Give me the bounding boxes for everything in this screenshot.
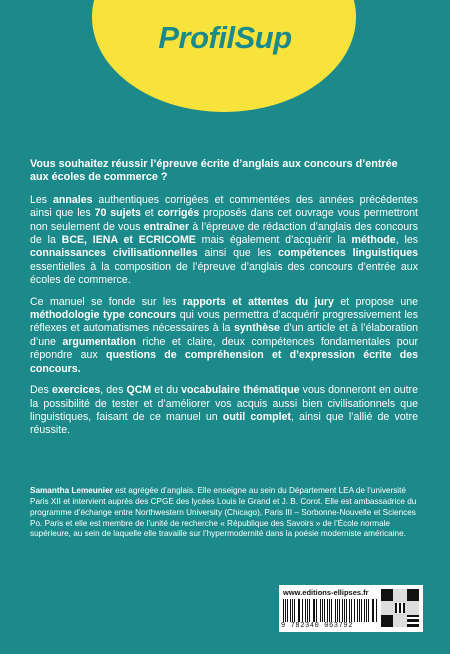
bold-phrase: annales: [53, 193, 93, 206]
bold-phrase: synthèse: [234, 322, 280, 335]
barcode-bar: [294, 599, 295, 622]
barcode-bar: [349, 599, 350, 622]
bold-phrase: corrigés: [157, 207, 200, 220]
bold-phrase: méthode: [351, 234, 396, 247]
bold-phrase: outil complet: [222, 410, 291, 423]
barcode-bar: [302, 599, 303, 622]
lead-question: Vous souhaitez réussir l’épreuve écrite d’anglais aux concours d’entrée aux écoles de commerce ?: [30, 158, 398, 184]
bold-phrase: méthodologie type concours: [30, 309, 177, 322]
barcode-bar: [335, 599, 336, 622]
barcode-bar: [305, 599, 306, 622]
paragraph-annales: Les annales authentiques corrigées et commentées des années précédentes ainsi que les 70 sujets et corrigés proposés dans cet ouvrage vous permettront non seulement de vous entraîner à l’épreuve de rédaction d’anglais des concours de la BCE, IENA et ECRICOME mais également d’acquérir la méthode, les connaissances civilisationnelles ainsi que les compétences linguistiques essentielles à la composition de l’épreuve d’anglais des concours d’entrée aux écoles de commerce.: [30, 193, 419, 287]
author-bio: Samantha Lemeunier est agrégée d’anglais. Elle enseigne au sein du Département LEA de l’université Paris XII et intervient auprès des CPGE des lycées Louis le Grand et J. B. Corot. Elle est ambassadrice du programme d’échange entre Northwestern University (Chicago), Paris III – Sorbonne-Nouvelle et Sciences Po. Paris et elle est membre de l’unité de recherche « République des Savoirs » de l’École normale supérieure, au sein de laquelle elle travaille sur l’hypermodernité dans la poésie moderniste américaine.: [30, 486, 417, 539]
barcode-bar: [357, 599, 358, 622]
bold-phrase: argumentation: [62, 335, 136, 348]
barcode-panel: [279, 585, 423, 632]
paragraph-exercises: Des exercices, des QCM et du vocabulaire thématique vous donneront en outre la possibilité de tester et d’améliorer vos acquis aussi bien civilisationnels que linguistiques, faisant de ce manuel un outil complet, ainsi que l’allié de votre réussite.: [30, 384, 418, 437]
bold-phrase: questions de compréhension et d’expression écrite des concours.: [30, 349, 419, 375]
barcode-bar: [329, 599, 330, 622]
barcode-bar: [368, 599, 369, 622]
bold-phrase: Samantha Lemeunier: [30, 486, 113, 496]
bold-phrase: vocabulaire thématique: [181, 384, 300, 397]
back-cover-text: [30, 158, 418, 446]
barcode-bar: [351, 599, 352, 622]
barcode-bar: [283, 599, 284, 622]
bold-phrase: connaissances civilisationnelles: [30, 247, 198, 260]
barcode-bar: [313, 599, 314, 622]
barcode-bar: [342, 599, 343, 622]
bold-phrase: 70 sujets: [94, 207, 141, 220]
barcode-bars: [283, 599, 379, 622]
bold-phrase: entraîner: [143, 220, 190, 233]
bold-phrase: BCE, IENA et ECRICOME: [61, 234, 196, 247]
qr-code-icon: [381, 589, 419, 627]
bold-phrase: QCM: [126, 384, 152, 397]
barcode-bar: [364, 599, 365, 622]
bold-phrase: compétences linguistiques: [278, 247, 418, 260]
barcode-bar: [290, 599, 291, 622]
brand-badge: [92, 0, 356, 112]
isbn-number: 9 782340 063792: [281, 622, 354, 630]
publisher-url: www.editions-ellipses.fr: [283, 588, 369, 597]
brand-logo: ProfilSup: [158, 20, 292, 55]
barcode-bar: [316, 599, 317, 622]
barcode-bar: [376, 599, 377, 622]
bold-phrase: rapports et attentes du jury: [182, 295, 334, 308]
paragraph-methodology: Ce manuel se fonde sur les rapports et attentes du jury et propose une méthodologie type concours qui vous permettra d’acquérir progressivement les réflexes et automatismes nécessaires à la synthèse d’un article et à l’élaboration d’une argumentation riche et claire, deux compétences fondamentales pour répondre aux questions de compréhension et d’expression écrite des concours.: [30, 295, 419, 375]
barcode-bar: [324, 599, 325, 622]
bold-phrase: exercices: [51, 384, 101, 397]
